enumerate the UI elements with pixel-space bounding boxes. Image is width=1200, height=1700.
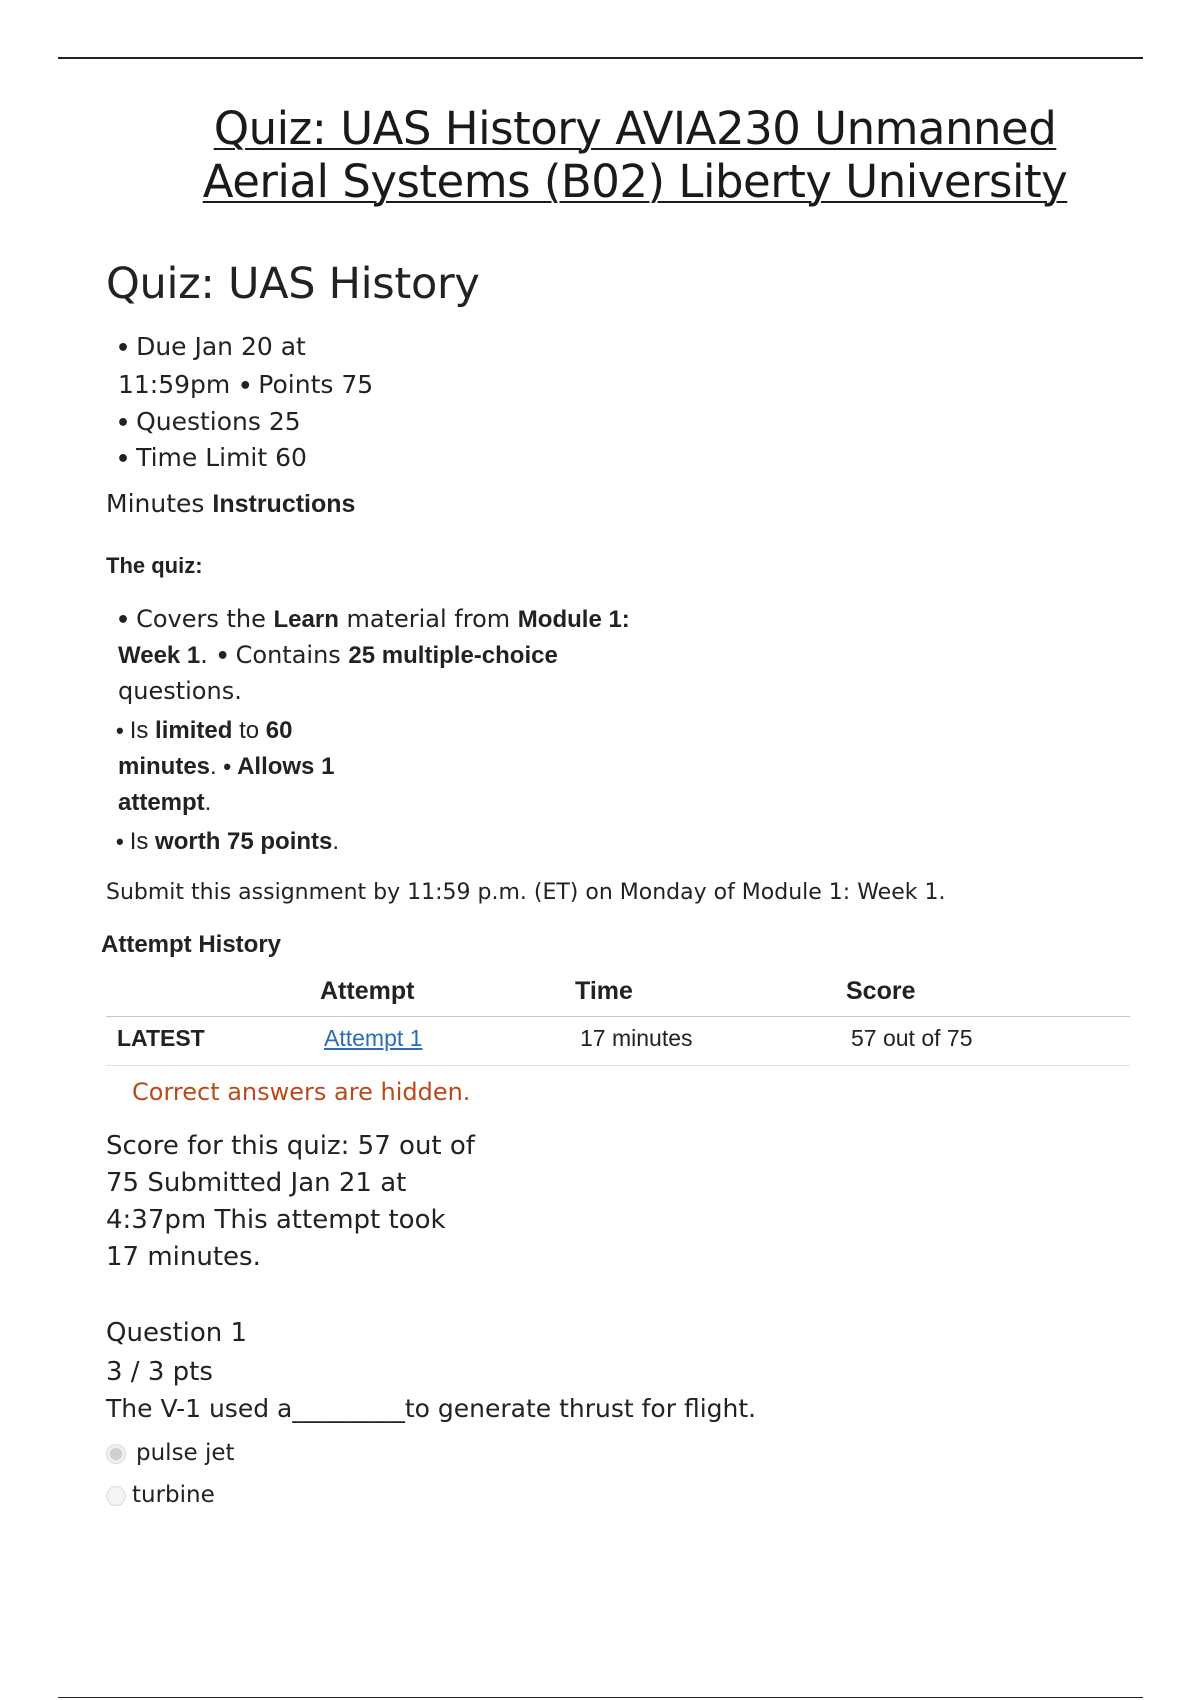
time-limit-line: • Time Limit 60 [116,441,307,477]
quiz-point-1: • Covers the Learn material from Module 1: [116,602,630,638]
bullet-icon: • [238,374,253,399]
attempt-history-table [106,968,1130,1051]
score-summary: Score for this quiz: 57 out of 75 Submitted Jan 21 at 4:37pm This attempt took 17 minutes. [106,1131,475,1272]
option-label: pulse jet [136,1440,235,1466]
document-title: Quiz: UAS History AVIA230 Unmanned Aerial Systems (B02) Liberty University [202,102,1068,208]
bullet-icon: • [116,718,124,743]
quiz-point-4-cont: attempt. [118,789,212,816]
question-points: 3 / 3 pts [106,1357,213,1387]
quiz-point-4: minutes. • Allows 1 [118,750,334,784]
radio-icon[interactable] [106,1444,126,1464]
answer-option[interactable] [106,1482,215,1508]
header-score: Score [846,977,916,1005]
due-points-line: 11:59pm • Points 75 [118,368,373,404]
latest-label: LATEST [117,1025,205,1051]
the-quiz-label: The quiz: [106,553,203,578]
row-divider [106,1065,1130,1066]
header-time: Time [575,977,633,1005]
option-label: turbine [132,1482,215,1508]
question-text: The V-1 used a_________to generate thrust for flight. [106,1394,757,1423]
bullet-icon: • [215,644,230,669]
question-number: Question 1 [106,1318,248,1348]
bullet-icon: • [116,829,124,854]
attempt-time: 17 minutes [580,1025,693,1051]
header-divider [106,1016,1130,1017]
header-attempt: Attempt [320,977,415,1005]
bottom-rule [58,1697,1143,1698]
correct-answers-hidden-note: Correct answers are hidden. [132,1078,471,1106]
quiz-point-2-cont: questions. [118,677,242,705]
radio-icon[interactable] [106,1486,126,1506]
answer-option[interactable] [106,1440,235,1466]
top-rule [58,57,1143,59]
bullet-icon: • [223,754,232,779]
table-row [106,1018,1130,1066]
bullet-icon: • [116,608,131,633]
attempt-history-title: Attempt History [101,931,282,958]
quiz-point-2: Week 1. • Contains 25 multiple-choice [118,638,558,674]
table-header [106,968,1130,1016]
instructions-label: Instructions [212,490,356,518]
attempt-link[interactable]: Attempt 1 [324,1025,423,1051]
due-line: • Due Jan 20 at [116,330,306,366]
minutes-instructions-line: Minutes Instructions [106,489,356,518]
bullet-icon: • [116,447,131,472]
quiz-heading: Quiz: UAS History [106,259,480,309]
questions-line: • Questions 25 [116,405,301,441]
quiz-point-5: • Is worth 75 points. [116,825,339,859]
submit-note: Submit this assignment by 11:59 p.m. (ET) on Monday of Module 1: Week 1. [106,880,946,905]
bullet-icon: • [116,411,131,436]
bullet-icon: • [116,336,131,361]
attempt-score: 57 out of 75 [851,1025,973,1051]
quiz-point-3: • Is limited to 60 [116,714,292,748]
